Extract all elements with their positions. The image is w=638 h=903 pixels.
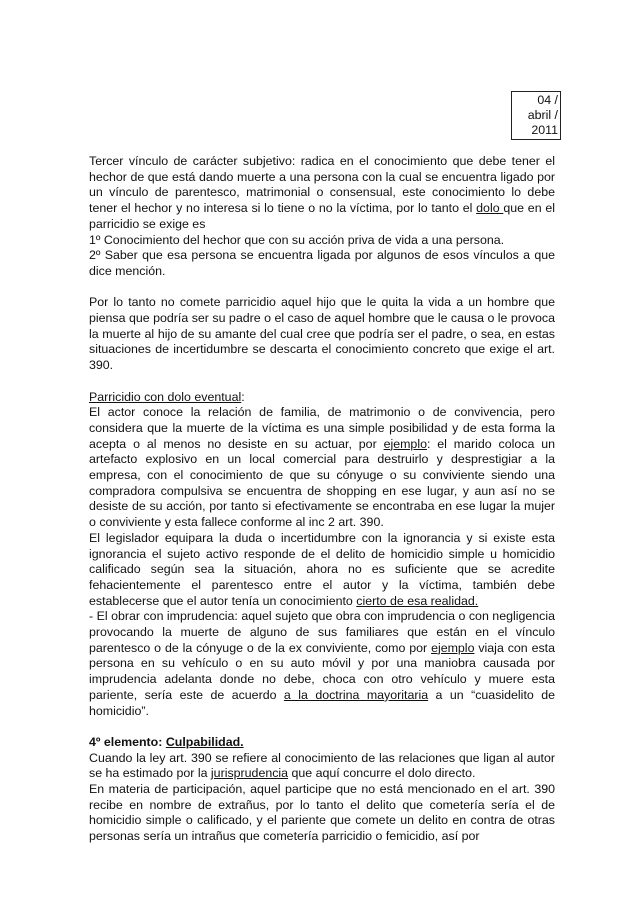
paragraph-legislator: [89, 531, 555, 610]
paragraph-subjective-link: [89, 154, 555, 233]
heading-label: 4º elemento:: [89, 734, 166, 749]
section-heading-culpabilidad: [89, 735, 555, 751]
text: Cuando la ley art. 390 se refiere al conocimiento de las relaciones que ligan al autor se ha estimado por la: [89, 750, 555, 781]
paragraph-second-requirement: 2º Saber que esa persona se encuentra ligada por algunos de esos vínculos a que dice mención.: [89, 248, 555, 278]
text: Tercer vínculo de carácter subjetivo: radica en el conocimiento que debe tener el hechor de que está dando muerte a una persona con la cual se encuentra ligado por un vínculo de parentesco, matrimonial o consensual, este conocimiento lo debe tener el hechor y no interesa si lo tiene o no la víctima, por lo tanto el: [89, 154, 555, 216]
text: a un “cuasidelito de homicidio”.: [89, 687, 555, 718]
paragraph-first-requirement: 1º Conocimiento del hechor que con su acción priva de vida a una persona.: [89, 232, 505, 247]
text: El actor conoce la relación de familia, de matrimonio o de convivencia, pero considera que la muerte de la víctima es una simple posibilidad y de esta forma la acepta o al menos no desiste en su actuar, por: [89, 405, 555, 451]
text: viaja con esta persona en su vehículo o en su auto móvil y por una maniobra causada por imprudencia adelanta donde no debe, choca con otro vehículo y muere esta pariente, sería este de acuerdo: [89, 640, 555, 702]
text: El legislador equipara la duda o incertidumbre con la ignorancia y si existe esta ignorancia el sujeto activo responde de el delito de homicidio simple u homicidio calificado según sea la situación, ahora no es suficiente que se acredite fehacientemente el parentesco entre el autor y la víctima, también debe establecerse que el autor tenía un conocimiento: [89, 530, 555, 608]
date-year: 2011: [531, 123, 558, 137]
heading-text: Parricidio con dolo eventual: [89, 389, 242, 404]
section-heading-dolo-eventual: [89, 390, 555, 406]
date-month: abril /: [527, 108, 558, 122]
term-doctrina: a la doctrina mayoritaria: [283, 687, 429, 702]
text: que aquí concurre el dolo directo.: [288, 766, 476, 781]
heading-term: Culpabilidad.: [165, 734, 244, 749]
document-body: [89, 154, 555, 845]
text: que en el parricidio se exige es: [89, 201, 555, 231]
paragraph-culpability: [89, 751, 555, 782]
term-ejemplo: ejemplo: [431, 640, 475, 655]
term-dolo: dolo: [476, 201, 504, 216]
term-jurisprudencia: jurisprudencia: [210, 766, 289, 781]
date-box: [511, 91, 561, 140]
paragraph-uncertainty: Por lo tanto no comete parricidio aquel hijo que le quita la vida a un hombre que piensa que podría ser su padre o el caso de aquel hombre que le causa o le provoca la muerte al hijo de su amante del cual cree que podría ser el padre, o sea, en estas situaciones de incertidumbre se descarta el conocimiento concreto que exige el art. 390.: [89, 295, 555, 373]
text: : el marido coloca un artefacto explosivo en un local comercial para destruirlo y desprestigiar a la empresa, con el conocimiento de que su cónyuge o su conviviente siendo una compradora compulsiva se encuentra de shopping en ese lugar, y aun así no se desiste de su acción, por tanto si efectivamente se encontraba en ese lugar la mujer o conviviente y esta fallece conforme al inc 2 art. 390.: [89, 436, 555, 530]
heading-colon: :: [241, 389, 245, 404]
paragraph-participation: En materia de participación, aquel participe que no está mencionado en el art. 390 recibe en nombre de extrañus, por lo tanto el delito que cometería sería el de homicidio simple o calificado, y el pariente que comete un delito en contra de otras personas sería un intrañus que cometería parricidio o femicidio, así por: [89, 782, 555, 844]
text: - El obrar con imprudencia: aquel sujeto que obra con imprudencia o con negligencia provocando la muerte de alguno de sus familiares que están en el vínculo parentesco o de la cónyuge o de la ex conviviente, como por: [89, 609, 555, 655]
date-day: 04 /: [537, 93, 558, 107]
paragraph-dolo-eventual: [89, 405, 555, 531]
paragraph-imprudence: [89, 609, 555, 719]
term-ejemplo: ejemplo: [383, 436, 427, 451]
term-cierto: cierto de esa realidad.: [356, 593, 479, 608]
